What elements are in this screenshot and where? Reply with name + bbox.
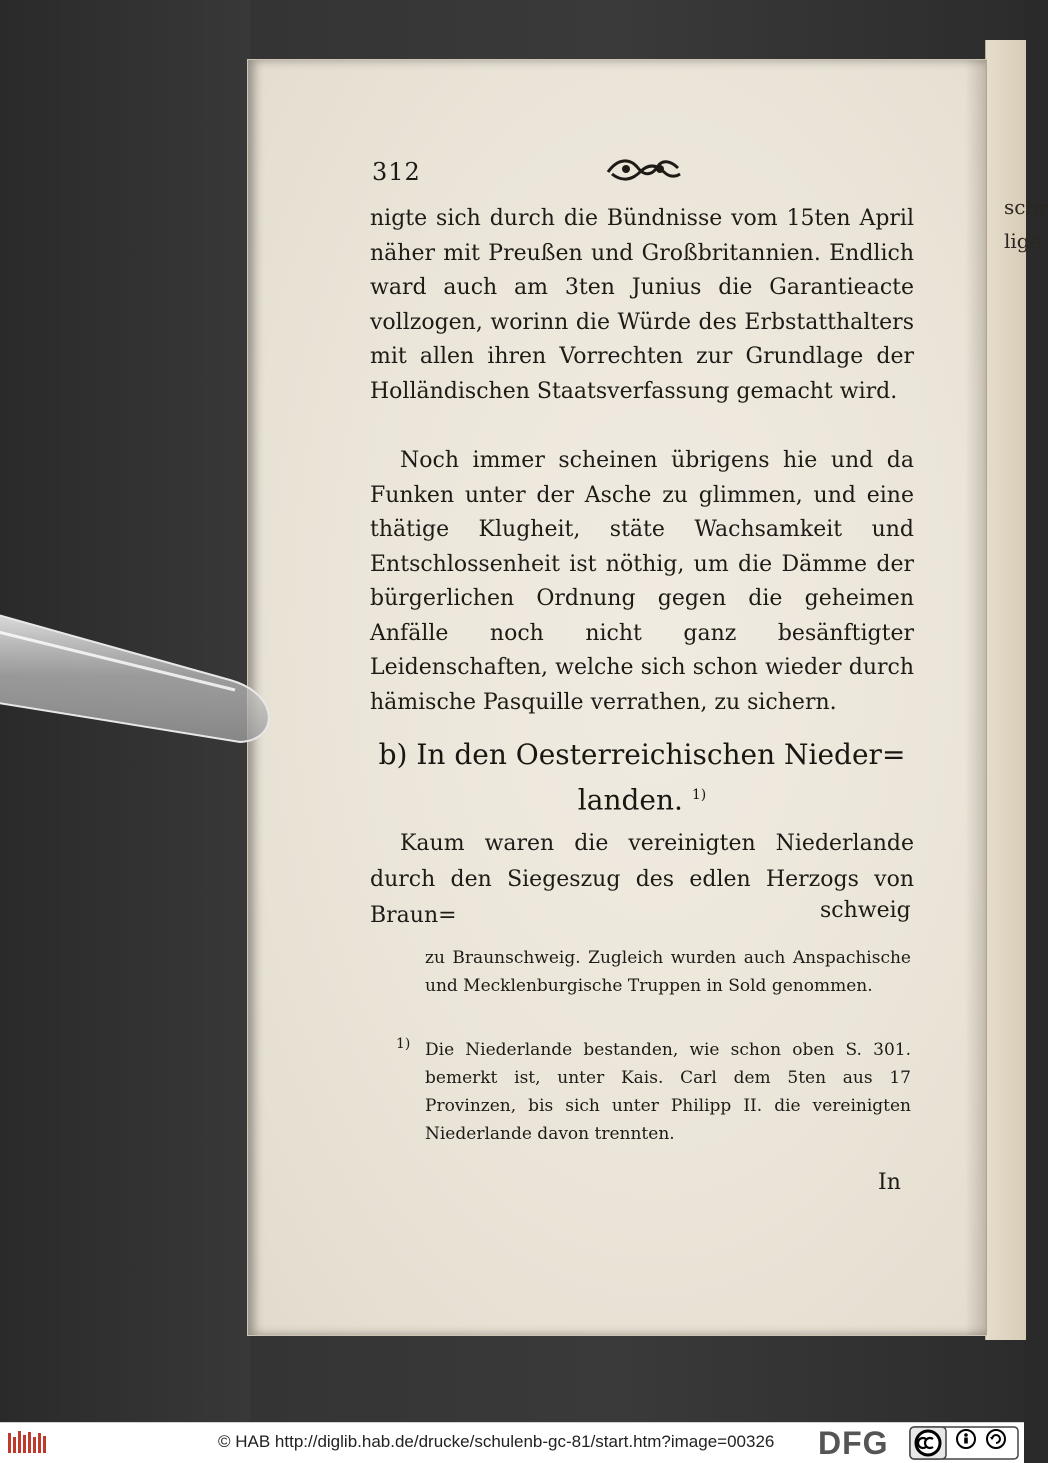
page-gutter-shadow — [965, 60, 987, 1335]
footnote-marker — [396, 1036, 410, 1060]
catchword-top: schweig — [820, 898, 911, 923]
page-number: 312 — [372, 158, 421, 186]
copyright-link[interactable]: © HAB http://diglib.hab.de/drucke/schulenb-gc-81/start.htm?image=00326 — [218, 1432, 775, 1451]
heading-line-2 — [370, 775, 914, 820]
footer-bar — [0, 1422, 1024, 1463]
next-page-fragment: schr lige — [1004, 195, 1048, 253]
page-holder-clip — [0, 590, 290, 760]
hab-logo-icon — [6, 1429, 48, 1457]
cc-license-badge-icon[interactable] — [910, 1427, 1018, 1459]
catchword-bottom: In — [878, 1170, 901, 1195]
paragraph-3: Kaum waren die vereinigten Niederlande durch den Siegeszug des edlen Herzogs von Braun= — [370, 831, 914, 928]
paragraph-2: Noch immer scheinen übrigens hie und da Funken unter der Asche zu glimmen, und eine thätige Klugheit, stäte Wachsamkeit und Entschlossenheit ist nöthig, um die Dämme der bürgerlichen Ordnung gegen die geheimen Anfälle noch nicht ganz besänftigter Leidenschaften, welche sich schon wieder durch hämische Pasquille verrathen, zu sichern. — [370, 448, 914, 715]
footnote-1: Die Niederlande bestanden, wie schon oben S. 301. bemerkt ist, unter Kais. Carl dem 5ten aus 17 Provinzen, bis sich unter Philipp II. die vereinigten Niederlande davon trennten. — [425, 1040, 911, 1144]
footnote-marker-text: 1) — [396, 1036, 411, 1052]
paragraph-1: nigte sich durch die Bündnisse vom 15ten April näher mit Preußen und Großbritannien. Endlich ward auch am 3ten Junius die Garantieacte vollzogen, worinn die Würde des Erbstatthalters mit allen ihren Vorrechten zur Grundlage der Holländischen Staatsverfassung gemacht wird. — [370, 206, 914, 404]
heading-note-ref: 1) — [691, 787, 707, 803]
heading-line-1: b) In den Oesterreichischen Nieder= — [378, 738, 906, 771]
section-heading — [370, 735, 914, 820]
dfg-logo: DFG — [818, 1425, 889, 1461]
heading-line-2-text: landen. — [577, 783, 683, 817]
footnote-continuation: zu Braunschweig. Zugleich wurden auch Anspachische und Mecklenburgische Truppen in Sold genommen. — [425, 948, 911, 996]
ornament-icon — [604, 152, 682, 186]
